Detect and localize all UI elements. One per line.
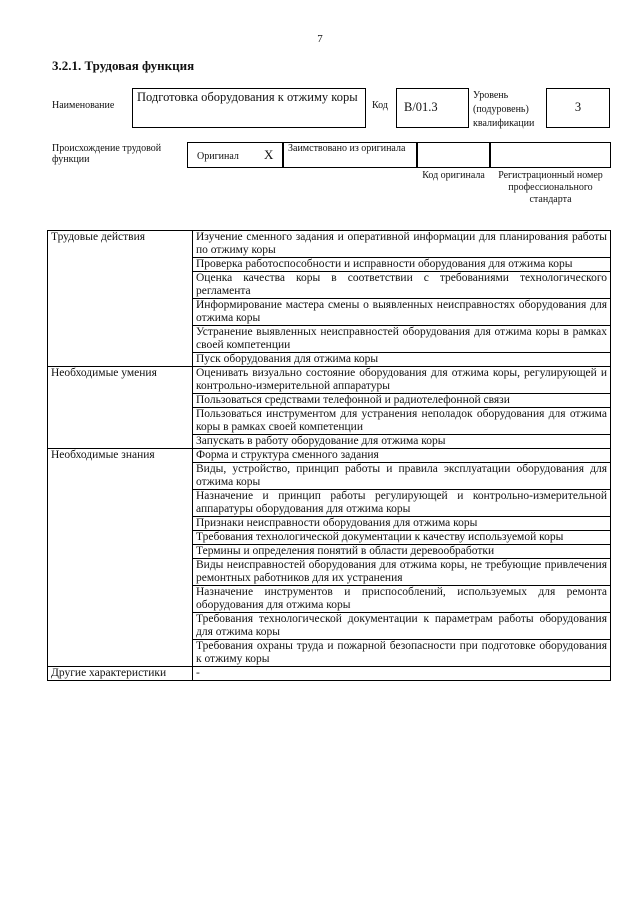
borrowed-label: Заимствовано из оригинала: [283, 142, 417, 168]
table-row: [48, 667, 611, 681]
section-item: Требования технологической документации к качеству используемой коры: [193, 531, 611, 545]
code-original-caption: Код оригинала: [422, 170, 485, 181]
section-item: Требования технологической документации к параметрам работы оборудования для отжима коры: [193, 613, 611, 640]
section-category: Другие характеристики: [48, 667, 193, 681]
section-category: Необходимые умения: [48, 367, 193, 449]
section-item: Назначение инструментов и приспособлений, используемых для ремонта оборудования для отжима коры: [193, 586, 611, 613]
original-mark: X: [264, 147, 274, 162]
section-item: Оценка качества коры в соответствии с требованиями технологического регламента: [193, 272, 611, 299]
section-item: Информирование мастера смены о выявленных неисправностях оборудования для отжима коры: [193, 299, 611, 326]
section-category: Необходимые знания: [48, 449, 193, 667]
code-value: B/01.3: [396, 88, 469, 128]
section-item: Пользоваться инструментом для устранения неполадок оборудования для отжима коры в рамках своей компетенции: [193, 408, 611, 435]
table-row: [48, 367, 611, 394]
origin-label: Происхождение трудовой функции: [52, 143, 162, 165]
section-item: Запускать в работу оборудование для отжима коры: [193, 435, 611, 449]
code-label: Код: [372, 100, 388, 111]
section-item: Требования охраны труда и пожарной безопасности при подготовке оборудования к отжиму коры: [193, 640, 611, 667]
section-item: Устранение выявленных неисправностей оборудования для отжима коры в рамках своей компетенции: [193, 326, 611, 353]
section-item: Термины и определения понятий в области деревообработки: [193, 545, 611, 559]
section-item: Признаки неисправности оборудования для отжима коры: [193, 517, 611, 531]
section-item: Оценивать визуально состояние оборудования для отжима коры, регулирующей и контрольно-измерительной аппаратуры: [193, 367, 611, 394]
name-label: Наименование: [52, 100, 115, 111]
page-number: 7: [317, 33, 323, 45]
section-item: -: [193, 667, 611, 681]
section-item: Форма и структура сменного задания: [193, 449, 611, 463]
section-item: Изучение сменного задания и оперативной информации для планирования работы по отжиму коры: [193, 231, 611, 258]
table-row: [48, 449, 611, 463]
reg-number-cell: [490, 142, 611, 168]
section-item: Пуск оборудования для отжима коры: [193, 353, 611, 367]
name-value: Подготовка оборудования к отжиму коры: [132, 88, 366, 128]
code-original-cell: [417, 142, 490, 168]
section-item: Назначение и принцип работы регулирующей и контрольно-измерительной аппаратуры оборудования для отжима коры: [193, 490, 611, 517]
table-row: [48, 231, 611, 258]
original-label: Оригинал: [197, 151, 239, 162]
section-item: Виды неисправностей оборудования для отжима коры, не требующие привлечения ремонтных работников для их устранения: [193, 559, 611, 586]
function-table: [47, 230, 611, 681]
section-item: Пользоваться средствами телефонной и радиотелефонной связи: [193, 394, 611, 408]
section-category: Трудовые действия: [48, 231, 193, 367]
level-label: Уровень (подуровень) квалификации: [473, 90, 535, 129]
section-item: Проверка работоспособности и исправности оборудования для отжима коры: [193, 258, 611, 272]
reg-number-caption: Регистрационный номер профессионального стандарта: [498, 170, 603, 205]
section-item: Виды, устройство, принцип работы и правила эксплуатации оборудования для отжима коры: [193, 463, 611, 490]
section-title: 3.2.1. Трудовая функция: [52, 58, 195, 73]
level-value: 3: [546, 88, 610, 128]
